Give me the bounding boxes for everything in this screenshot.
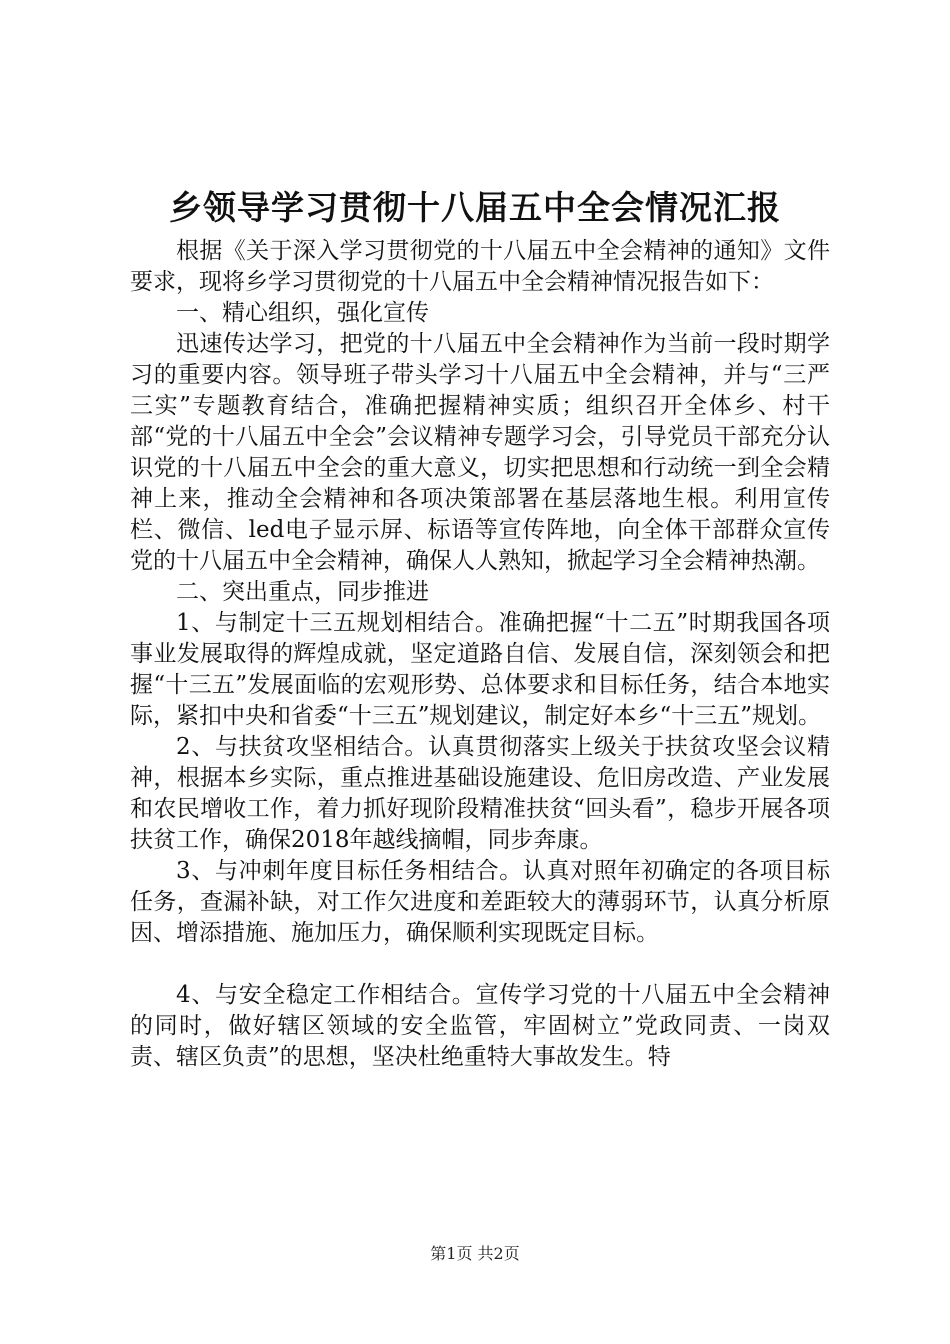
section-heading-2: 二、突出重点，同步推进 bbox=[176, 579, 429, 605]
document-body bbox=[130, 236, 830, 1073]
item-1-paragraph: 1、与制定十三五规划相结合。准确把握“十二五”时期我国各项事业发展取得的辉煌成就，坚定道路自信、发展自信，深刻领会和把握“十三五”发展面临的宏观形势、总体要求和目标任务，结合本地实际，紧扣中央和省委“十三五”规划建议，制定好本乡“十三五”规划。 bbox=[130, 610, 830, 729]
intro-paragraph: 根据《关于深入学习贯彻党的十八届五中全会精神的通知》文件要求，现将乡学习贯彻党的十八届五中全会精神情况报告如下： bbox=[130, 238, 830, 295]
section-heading-1: 一、精心组织，强化宣传 bbox=[176, 300, 429, 326]
page-footer: 第1页 共2页 bbox=[430, 1244, 520, 1263]
section-1-paragraph: 迅速传达学习，把党的十八届五中全会精神作为当前一段时期学习的重要内容。领导班子带头学习十八届五中全会精神，并与“三严三实”专题教育结合，准确把握精神实质；组织召开全体乡、村干部“党的十八届五中全会”会议精神专题学习会，引导党员干部充分认识党的十八届五中全会的重大意义，切实把思想和行动统一到全会精神上来，推动全会精神和各项决策部署在基层落地生根。利用宣传栏、微信、led电子显示屏、标语等宣传阵地，向全体干部群众宣传党的十八届五中全会精神，确保人人熟知，掀起学习全会精神热潮。 bbox=[130, 331, 830, 574]
item-3-paragraph: 3、与冲刺年度目标任务相结合。认真对照年初确定的各项目标任务，查漏补缺，对工作欠进度和差距较大的薄弱环节，认真分析原因、增添措施、施加压力，确保顺利实现既定目标。 bbox=[130, 858, 830, 946]
item-2-paragraph: 2、与扶贫攻坚相结合。认真贯彻落实上级关于扶贫攻坚会议精神，根据本乡实际，重点推进基础设施建设、危旧房改造、产业发展和农民增收工作，着力抓好现阶段精准扶贫“回头看”，稳步开展各项扶贫工作，确保2018年越线摘帽，同步奔康。 bbox=[130, 734, 830, 853]
paragraph-gap bbox=[130, 949, 830, 980]
document-title: 乡领导学习贯彻十八届五中全会情况汇报 bbox=[169, 188, 781, 227]
item-4-paragraph: 4、与安全稳定工作相结合。宣传学习党的十八届五中全会精神的同时，做好辖区领域的安全监管，牢固树立”党政同责、一岗双责、辖区负责”的思想，坚决杜绝重特大事故发生。特 bbox=[130, 982, 830, 1070]
